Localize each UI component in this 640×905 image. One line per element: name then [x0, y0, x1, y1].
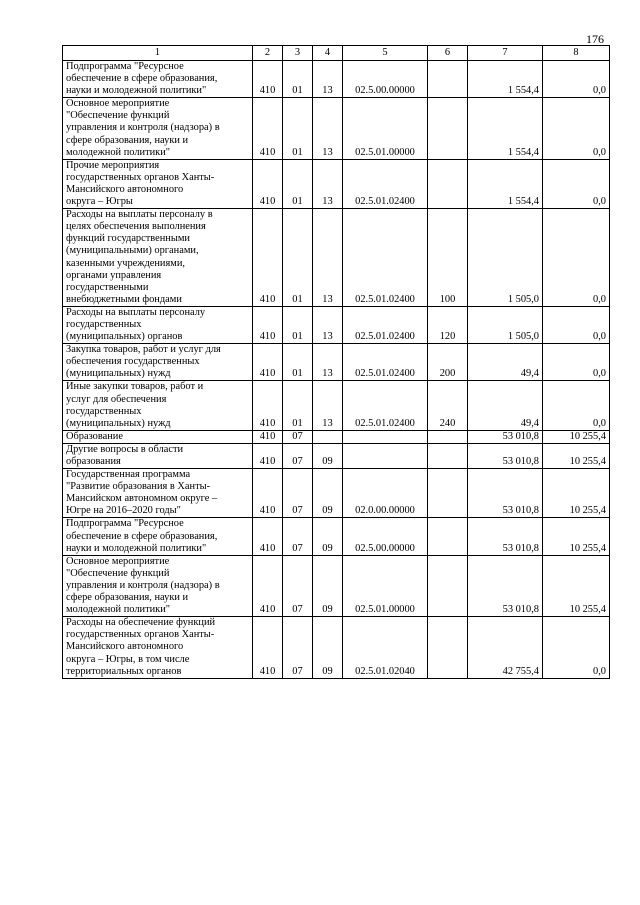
row-name-line: функций государственными [66, 233, 190, 245]
page-number: 176 [586, 32, 604, 46]
table-row [63, 98, 610, 159]
cell-subvention-amount: 0,0 [543, 306, 610, 343]
row-name-line: обеспечение в сфере образования, [66, 73, 218, 85]
cell-amount: 53 010,8 [468, 443, 543, 468]
row-name-line: обеспечение в сфере образования, [66, 530, 218, 542]
cell-expense-type [428, 518, 468, 555]
row-name-line: округа – Югры, в том числе [66, 653, 190, 665]
cell-amount: 1 554,4 [468, 159, 543, 208]
row-name-line: Расходы на выплаты персоналу [66, 306, 206, 318]
cell-target-article: 02.5.01.02400 [343, 344, 428, 381]
cell-chapter: 07 [283, 555, 313, 616]
cell-amount: 53 010,8 [468, 430, 543, 443]
header-cell-1: 1 [63, 46, 253, 61]
cell-subvention-amount: 0,0 [543, 209, 610, 307]
cell-chapter: 01 [283, 209, 313, 307]
table-row [63, 61, 610, 98]
cell-section: 410 [253, 469, 283, 518]
row-name-line: внебюджетными фондами [66, 293, 182, 305]
cell-subvention-amount: 10 255,4 [543, 518, 610, 555]
cell-amount: 42 755,4 [468, 617, 543, 678]
cell-section: 410 [253, 306, 283, 343]
row-name-cell [63, 209, 253, 307]
cell-chapter: 07 [283, 518, 313, 555]
row-name-line: образования [66, 456, 121, 467]
row-name-line: (муниципальных) органов [66, 331, 183, 343]
table-row [63, 469, 610, 518]
cell-chapter: 07 [283, 443, 313, 468]
header-cell-8: 8 [543, 46, 610, 61]
table-row [63, 518, 610, 555]
table-row [63, 159, 610, 208]
cell-subsection: 13 [313, 159, 343, 208]
cell-target-article: 02.5.01.02400 [343, 306, 428, 343]
cell-subsection: 13 [313, 306, 343, 343]
cell-expense-type [428, 555, 468, 616]
row-name-line: науки и молодежной политики" [66, 85, 207, 97]
header-row [63, 46, 610, 61]
cell-amount: 1 505,0 [468, 306, 543, 343]
cell-subsection: 13 [313, 209, 343, 307]
cell-subsection: 09 [313, 555, 343, 616]
row-name-line: Основное мероприятие [66, 555, 170, 567]
cell-section: 410 [253, 443, 283, 468]
table-row [63, 381, 610, 430]
cell-subsection: 13 [313, 344, 343, 381]
cell-section: 410 [253, 555, 283, 616]
cell-target-article: 02.5.01.02400 [343, 209, 428, 307]
row-name-cell [63, 344, 253, 381]
row-name-line: государственными [66, 281, 149, 293]
budget-table [62, 45, 610, 679]
table-row [63, 306, 610, 343]
row-name-cell [63, 159, 253, 208]
cell-chapter: 01 [283, 344, 313, 381]
row-name-line: Подпрограмма "Ресурсное [66, 518, 184, 530]
row-name-line: Югре на 2016–2020 годы" [66, 505, 181, 517]
row-name-line: Расходы на выплаты персоналу в [66, 209, 213, 221]
cell-section: 410 [253, 430, 283, 443]
table-row [63, 443, 610, 468]
row-name-line: обеспечения государственных [66, 356, 200, 368]
row-name-cell [63, 98, 253, 159]
cell-expense-type [428, 617, 468, 678]
cell-amount: 1 505,0 [468, 209, 543, 307]
cell-subsection: 13 [313, 98, 343, 159]
cell-target-article: 02.5.01.02400 [343, 381, 428, 430]
row-name-line: органами управления [66, 269, 162, 281]
cell-chapter: 01 [283, 61, 313, 98]
cell-subsection: 09 [313, 617, 343, 678]
cell-subvention-amount: 10 255,4 [543, 469, 610, 518]
header-cell-7: 7 [468, 46, 543, 61]
row-name-line: Закупка товаров, работ и услуг для [66, 344, 221, 356]
cell-section: 410 [253, 209, 283, 307]
cell-expense-type [428, 469, 468, 518]
row-name-line: (муниципальными) органами, [66, 245, 199, 257]
cell-section: 410 [253, 344, 283, 381]
cell-subsection: 13 [313, 381, 343, 430]
cell-chapter: 01 [283, 381, 313, 430]
cell-amount: 53 010,8 [468, 469, 543, 518]
table-row [63, 344, 610, 381]
cell-expense-type [428, 61, 468, 98]
cell-expense-type: 100 [428, 209, 468, 307]
row-name-line: науки и молодежной политики" [66, 542, 207, 554]
cell-subvention-amount: 0,0 [543, 98, 610, 159]
cell-amount: 1 554,4 [468, 61, 543, 98]
cell-expense-type [428, 430, 468, 443]
cell-target-article [343, 430, 428, 443]
row-name-line: целях обеспечения выполнения [66, 221, 206, 233]
cell-chapter: 07 [283, 617, 313, 678]
row-name-line: государственных органов Ханты- [66, 629, 215, 641]
cell-target-article: 02.5.01.00000 [343, 98, 428, 159]
row-name-cell [63, 469, 253, 518]
cell-subvention-amount: 0,0 [543, 344, 610, 381]
row-name-line: управления и контроля (надзора) в [66, 579, 220, 591]
row-name-line: "Обеспечение функций [66, 567, 170, 579]
table-row [63, 209, 610, 307]
row-name-line: государственных [66, 405, 142, 417]
cell-subsection: 09 [313, 518, 343, 555]
cell-target-article: 02.5.00.00000 [343, 61, 428, 98]
table-row [63, 617, 610, 678]
cell-expense-type: 240 [428, 381, 468, 430]
row-name-line: "Обеспечение функций [66, 110, 170, 122]
cell-section: 410 [253, 61, 283, 98]
cell-section: 410 [253, 381, 283, 430]
cell-chapter: 01 [283, 98, 313, 159]
cell-amount: 49,4 [468, 344, 543, 381]
row-name-line: государственных органов Ханты- [66, 171, 215, 183]
row-name-line: молодежной политики" [66, 146, 171, 158]
cell-section: 410 [253, 98, 283, 159]
row-name-line: Мансийском автономном округе – [66, 493, 218, 505]
cell-amount: 49,4 [468, 381, 543, 430]
header-cell-3: 3 [283, 46, 313, 61]
cell-section: 410 [253, 518, 283, 555]
row-name-line: Государственная программа [66, 469, 191, 481]
table-row [63, 555, 610, 616]
cell-amount: 1 554,4 [468, 98, 543, 159]
row-name-line: казенными учреждениями, [66, 257, 185, 269]
cell-section: 410 [253, 617, 283, 678]
row-name-cell [63, 555, 253, 616]
cell-subvention-amount: 10 255,4 [543, 430, 610, 443]
cell-target-article: 02.5.01.02400 [343, 159, 428, 208]
row-name-line: услуг для обеспечения [66, 393, 167, 405]
cell-expense-type: 120 [428, 306, 468, 343]
row-name-line: (муниципальных) нужд [66, 368, 171, 380]
cell-subvention-amount: 0,0 [543, 617, 610, 678]
cell-chapter: 07 [283, 430, 313, 443]
row-name-cell [63, 430, 253, 443]
row-name-line: государственных [66, 318, 142, 330]
row-name-line: (муниципальных) нужд [66, 417, 171, 429]
cell-subvention-amount: 0,0 [543, 381, 610, 430]
row-name-line: Основное мероприятие [66, 98, 170, 110]
cell-chapter: 07 [283, 469, 313, 518]
row-name-line: Расходы на обеспечение функций [66, 617, 216, 629]
row-name-line: сфере образования, науки и [66, 134, 189, 146]
cell-target-article [343, 443, 428, 468]
row-name-line: Мансийского автономного [66, 641, 184, 653]
cell-target-article: 02.5.01.00000 [343, 555, 428, 616]
cell-expense-type [428, 98, 468, 159]
row-name-cell [63, 381, 253, 430]
row-name-line: молодежной политики" [66, 604, 171, 616]
cell-subsection [313, 430, 343, 443]
cell-subvention-amount: 10 255,4 [543, 555, 610, 616]
cell-subsection: 09 [313, 443, 343, 468]
row-name-line: Прочие мероприятия [66, 159, 160, 171]
cell-subvention-amount: 10 255,4 [543, 443, 610, 468]
cell-target-article: 02.5.01.02040 [343, 617, 428, 678]
header-cell-6: 6 [428, 46, 468, 61]
row-name-line: территориальных органов [66, 665, 182, 677]
cell-expense-type [428, 159, 468, 208]
header-cell-4: 4 [313, 46, 343, 61]
cell-subvention-amount: 0,0 [543, 61, 610, 98]
cell-target-article: 02.5.00.00000 [343, 518, 428, 555]
header-cell-2: 2 [253, 46, 283, 61]
cell-chapter: 01 [283, 159, 313, 208]
row-name-line: Подпрограмма "Ресурсное [66, 61, 184, 72]
row-name-cell [63, 518, 253, 555]
cell-amount: 53 010,8 [468, 555, 543, 616]
row-name-cell [63, 617, 253, 678]
row-name-cell [63, 61, 253, 98]
row-name-line: "Развитие образования в Ханты- [66, 481, 211, 493]
table-body [63, 61, 610, 679]
row-name-line: Иные закупки товаров, работ и [66, 381, 204, 393]
row-name-line: управления и контроля (надзора) в [66, 122, 220, 134]
row-name-line: Мансийского автономного [66, 183, 184, 195]
cell-chapter: 01 [283, 306, 313, 343]
row-name-cell [63, 306, 253, 343]
cell-section: 410 [253, 159, 283, 208]
cell-expense-type: 200 [428, 344, 468, 381]
cell-subsection: 13 [313, 61, 343, 98]
cell-target-article: 02.0.00.00000 [343, 469, 428, 518]
cell-subvention-amount: 0,0 [543, 159, 610, 208]
cell-expense-type [428, 443, 468, 468]
row-name-line: Другие вопросы в области [66, 443, 184, 455]
cell-subsection: 09 [313, 469, 343, 518]
row-name-line: Образование [66, 430, 123, 442]
row-name-line: округа – Югры [66, 196, 133, 208]
header-cell-5: 5 [343, 46, 428, 61]
row-name-cell [63, 443, 253, 468]
cell-amount: 53 010,8 [468, 518, 543, 555]
table-row [63, 430, 610, 443]
row-name-line: сфере образования, науки и [66, 592, 189, 604]
